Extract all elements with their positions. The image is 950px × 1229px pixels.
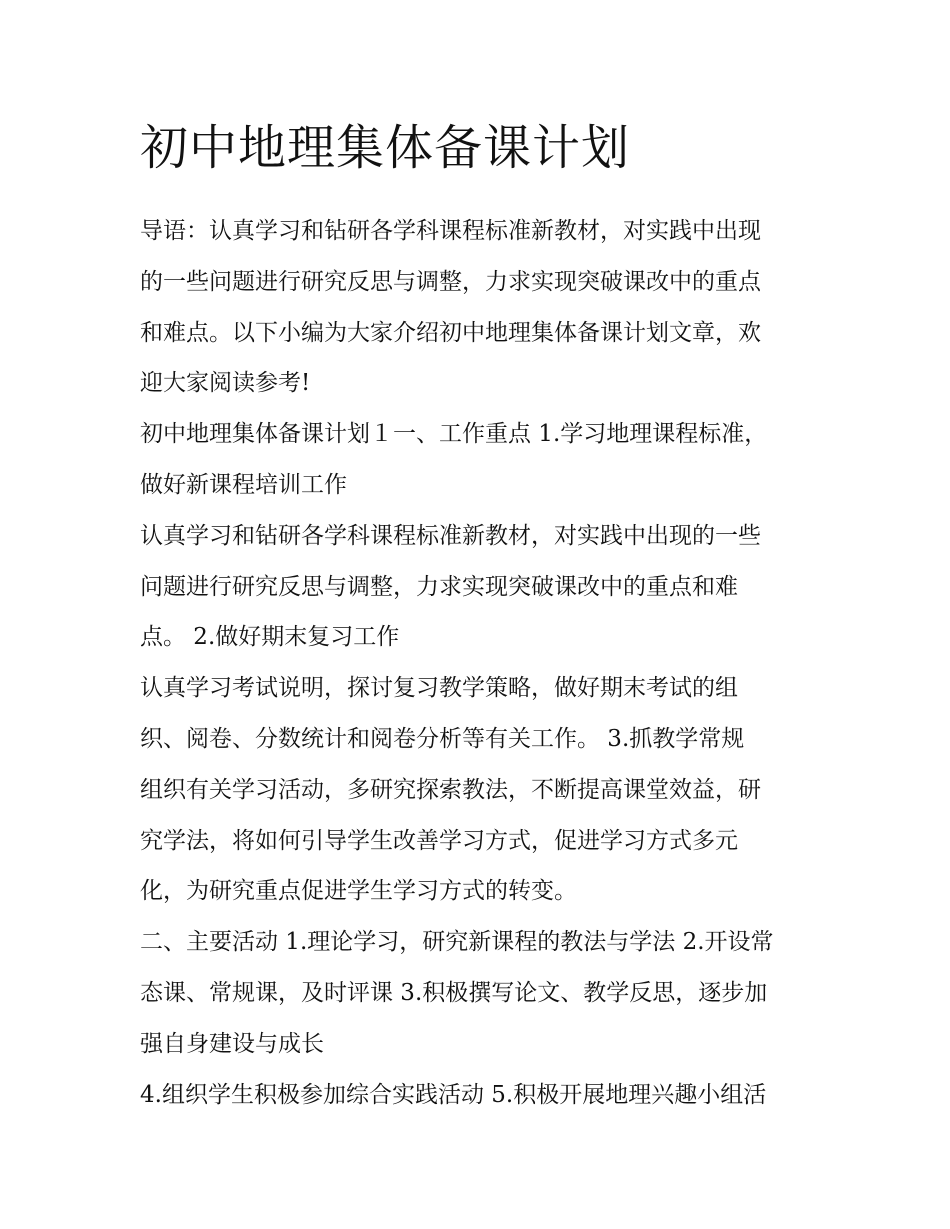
body-paragraph	[140, 917, 815, 1069]
text-line: 二、主要活动 1.理论学习，研究新课程的教法与学法 2.开设常	[140, 929, 774, 956]
text-line: 态课、常规课，及时评课 3.积极撰写论文、教学反思，逐步加	[140, 979, 768, 1006]
text-line: 做好新课程培训工作	[140, 471, 347, 498]
text-line: 初中地理集体备课计划１一、工作重点 1.学习地理课程标准，	[140, 421, 768, 448]
text-line: 认真学习考试说明，探讨复习教学策略，做好期末考试的组	[140, 675, 738, 702]
text-line: 织、阅卷、分数统计和阅卷分析等有关工作。 3.抓教学常规	[140, 725, 745, 752]
body-paragraph	[140, 663, 815, 917]
text-line: 的一些问题进行研究反思与调整，力求实现突破课改中的重点	[140, 268, 761, 295]
document-body	[140, 112, 815, 1120]
body-paragraph	[140, 511, 815, 663]
body-paragraph	[140, 1070, 815, 1121]
text-line: 究学法，将如何引导学生改善学习方式，促进学习方式多元	[140, 827, 738, 854]
text-line: 点。 2.做好期末复习工作	[140, 624, 400, 651]
text-line: 组织有关学习活动，多研究探索教法，不断提高课堂效益，研	[140, 776, 761, 803]
document-title: 初中地理集体备课计划	[140, 120, 631, 176]
text-line: 4.组织学生积极参加综合实践活动 5.积极开展地理兴趣小组活	[140, 1081, 767, 1108]
text-line: 迎大家阅读参考!	[140, 370, 311, 397]
text-line: 强自身建设与成长	[140, 1030, 324, 1057]
section-heading-paragraph	[140, 409, 815, 511]
text-line: 化，为研究重点促进学生学习方式的转变。	[140, 878, 577, 905]
intro-paragraph	[140, 206, 815, 409]
text-line: 问题进行研究反思与调整，力求实现突破课改中的重点和难	[140, 573, 738, 600]
text-line: 认真学习和钻研各学科课程标准新教材，对实践中出现的一些	[140, 522, 761, 549]
text-line: 和难点。以下小编为大家介绍初中地理集体备课计划文章，欢	[140, 319, 761, 346]
text-line: 导语：认真学习和钻研各学科课程标准新教材，对实践中出现	[140, 218, 761, 244]
